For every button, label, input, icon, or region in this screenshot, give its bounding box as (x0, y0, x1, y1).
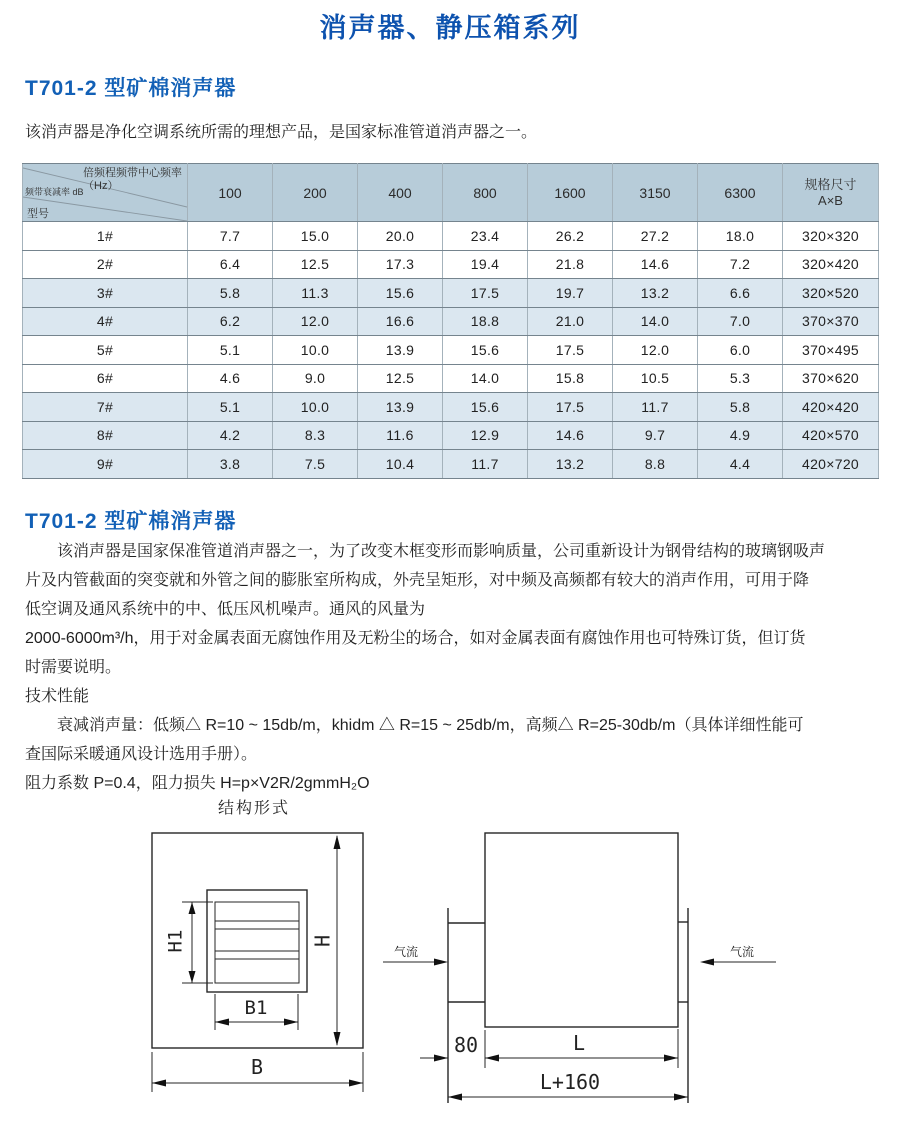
airflow-left-annotation (383, 944, 448, 966)
value-cell: 3.8 (188, 450, 273, 479)
value-cell: 4.6 (188, 364, 273, 393)
dimension-b1 (215, 994, 298, 1030)
spec-cell: 320×420 (783, 250, 879, 279)
column-header-3150: 3150 (613, 164, 698, 222)
spec-cell: 320×520 (783, 279, 879, 308)
value-cell: 18.8 (443, 307, 528, 336)
dim-label-b1: B1 (244, 997, 268, 1019)
value-cell: 17.5 (528, 336, 613, 365)
value-cell: 5.1 (188, 393, 273, 422)
table-row (23, 250, 879, 279)
table-row (23, 279, 879, 308)
value-cell: 17.5 (443, 279, 528, 308)
silencer-body-outline (485, 833, 678, 1027)
model-cell: 5# (23, 336, 188, 365)
spec-cell: 320×320 (783, 222, 879, 251)
value-cell: 27.2 (613, 222, 698, 251)
body-text-line: 2000-6000m³/h，用于对金属表面无腐蚀作用及无粉尘的场合，如对金属表面有腐蚀作用也可特殊订货，但订货 (25, 630, 806, 647)
value-cell: 11.3 (273, 279, 358, 308)
model-cell: 9# (23, 450, 188, 479)
table-row (23, 307, 879, 336)
value-cell: 18.0 (698, 222, 783, 251)
value-cell: 14.6 (613, 250, 698, 279)
value-cell: 15.0 (273, 222, 358, 251)
spec-header-line1: 规格尺寸 (804, 176, 857, 192)
value-cell: 6.0 (698, 336, 783, 365)
value-cell: 16.6 (358, 307, 443, 336)
value-cell: 7.5 (273, 450, 358, 479)
model-cell: 2# (23, 250, 188, 279)
value-cell: 10.0 (273, 336, 358, 365)
dim-label-b: B (250, 1055, 264, 1079)
airflow-left-label: 气流 (394, 945, 419, 959)
inner-duct-outline (207, 890, 307, 992)
dimension-80 (420, 1030, 485, 1068)
value-cell: 21.0 (528, 307, 613, 336)
dim-label-l160: L+160 (539, 1070, 601, 1094)
airflow-right-label: 气流 (729, 945, 755, 959)
dim-label-80: 80 (453, 1033, 479, 1057)
body-text-line: 衰减消声量：低频△ R=10 ~ 15db/m，khidm △ R=15 ~ 25db/m，高频△ R=25-30db/m（具体详细性能可 (57, 717, 804, 734)
value-cell: 5.1 (188, 336, 273, 365)
column-header-800: 800 (443, 164, 528, 222)
value-cell: 17.5 (528, 393, 613, 422)
value-cell: 12.0 (613, 336, 698, 365)
value-cell: 10.5 (613, 364, 698, 393)
value-cell: 15.6 (443, 393, 528, 422)
model-cell: 8# (23, 421, 188, 450)
value-cell: 12.5 (358, 364, 443, 393)
value-cell: 17.3 (358, 250, 443, 279)
value-cell: 14.0 (613, 307, 698, 336)
value-cell: 11.7 (443, 450, 528, 479)
section1-heading: T701-2 型矿棉消声器 (25, 77, 237, 100)
dimension-l160 (448, 1070, 688, 1101)
column-header-spec (783, 164, 879, 222)
corner-header-cell (23, 164, 188, 222)
value-cell: 15.6 (358, 279, 443, 308)
dimension-b (152, 1052, 363, 1092)
value-cell: 12.5 (273, 250, 358, 279)
dimension-h1 (165, 902, 214, 983)
value-cell: 20.0 (358, 222, 443, 251)
value-cell: 5.8 (698, 393, 783, 422)
column-header-200: 200 (273, 164, 358, 222)
value-cell: 6.4 (188, 250, 273, 279)
body-text-line: 片及内管截面的突变就和外管之间的膨胀室所构成，外壳呈矩形，对中频及高频都有较大的消声作用，可用于降 (25, 572, 810, 589)
body-text-line: 技术性能 (25, 688, 90, 705)
value-cell: 19.4 (443, 250, 528, 279)
value-cell: 12.9 (443, 421, 528, 450)
value-cell: 26.2 (528, 222, 613, 251)
dim-label-h: H (310, 934, 335, 948)
spec-cell: 370×620 (783, 364, 879, 393)
spec-cell: 420×720 (783, 450, 879, 479)
dimension-l (485, 1029, 678, 1068)
value-cell: 14.0 (443, 364, 528, 393)
column-header-400: 400 (358, 164, 443, 222)
model-cell: 3# (23, 279, 188, 308)
value-cell: 19.7 (528, 279, 613, 308)
value-cell: 21.8 (528, 250, 613, 279)
value-cell: 8.3 (273, 421, 358, 450)
section1-intro: 该消声器是净化空调系统所需的理想产品，是国家标准管道消声器之一。 (25, 124, 538, 141)
body-text-line: 阻力系数 P=0.4，阻力损失 H=p×V2R/2gmmH₂O (25, 775, 370, 792)
airflow-left-arrow-icon (434, 959, 448, 966)
table-row (23, 336, 879, 365)
body-text-line: 查国际采暖通风设计选用手册）。 (25, 746, 258, 763)
table-row (23, 364, 879, 393)
table-header-row (23, 164, 879, 222)
table-row (23, 421, 879, 450)
spec-cell: 420×420 (783, 393, 879, 422)
model-cell: 7# (23, 393, 188, 422)
section2-heading: T701-2 型矿棉消声器 (25, 510, 237, 533)
diagram-title: 结构形式 (218, 800, 291, 817)
table-row (23, 450, 879, 479)
table-body (23, 222, 879, 479)
value-cell: 13.2 (528, 450, 613, 479)
value-cell: 13.9 (358, 393, 443, 422)
corner-top-label: 倍频程频带中心频率（Hz） (83, 167, 182, 192)
value-cell: 9.7 (613, 421, 698, 450)
page-title: 消声器、静压箱系列 (319, 13, 581, 43)
value-cell: 7.2 (698, 250, 783, 279)
attenuation-table (22, 163, 879, 479)
value-cell: 13.9 (358, 336, 443, 365)
value-cell: 11.7 (613, 393, 698, 422)
value-cell: 11.6 (358, 421, 443, 450)
value-cell: 12.0 (273, 307, 358, 336)
body-text-line: 低空调及通风系统中的中、低压风机噪声。通风的风量为 (25, 601, 426, 618)
section2-body (25, 537, 881, 798)
column-header-6300: 6300 (698, 164, 783, 222)
model-cell: 6# (23, 364, 188, 393)
dimension-h (311, 835, 341, 1046)
value-cell: 8.8 (613, 450, 698, 479)
value-cell: 13.2 (613, 279, 698, 308)
table-row (23, 393, 879, 422)
body-text-line: 该消声器是国家保准管道消声器之一，为了改变木框变形而影响质量，公司重新设计为钢骨结构的玻璃钢吸声 (57, 543, 826, 560)
outer-casing-outline (152, 833, 363, 1048)
value-cell: 5.3 (698, 364, 783, 393)
corner-bottom-label: 型号 (27, 208, 49, 220)
body-text-line: 时需要说明。 (25, 659, 122, 676)
louver-slats (215, 921, 299, 959)
corner-mid-label: 频带衰减率 dB (25, 187, 84, 197)
value-cell: 10.4 (358, 450, 443, 479)
spec-header-line2: A×B (818, 192, 843, 208)
column-header-100: 100 (188, 164, 273, 222)
spec-cell: 370×495 (783, 336, 879, 365)
value-cell: 9.0 (273, 364, 358, 393)
spec-cell: 420×570 (783, 421, 879, 450)
louver-frame (215, 902, 299, 983)
model-cell: 1# (23, 222, 188, 251)
value-cell: 4.2 (188, 421, 273, 450)
value-cell: 7.0 (698, 307, 783, 336)
side-view-drawing (383, 833, 776, 1103)
dim-label-h1: H1 (164, 929, 187, 953)
model-cell: 4# (23, 307, 188, 336)
value-cell: 15.6 (443, 336, 528, 365)
value-cell: 4.4 (698, 450, 783, 479)
value-cell: 6.6 (698, 279, 783, 308)
column-header-1600: 1600 (528, 164, 613, 222)
value-cell: 10.0 (273, 393, 358, 422)
value-cell: 4.9 (698, 421, 783, 450)
value-cell: 7.7 (188, 222, 273, 251)
dim-label-l: L (572, 1031, 586, 1055)
front-view-drawing (152, 833, 363, 1092)
airflow-right-annotation (700, 944, 776, 966)
value-cell: 15.8 (528, 364, 613, 393)
airflow-right-arrow-icon (700, 959, 714, 966)
spec-cell: 370×370 (783, 307, 879, 336)
value-cell: 6.2 (188, 307, 273, 336)
value-cell: 5.8 (188, 279, 273, 308)
value-cell: 23.4 (443, 222, 528, 251)
value-cell: 14.6 (528, 421, 613, 450)
table-row (23, 222, 879, 251)
